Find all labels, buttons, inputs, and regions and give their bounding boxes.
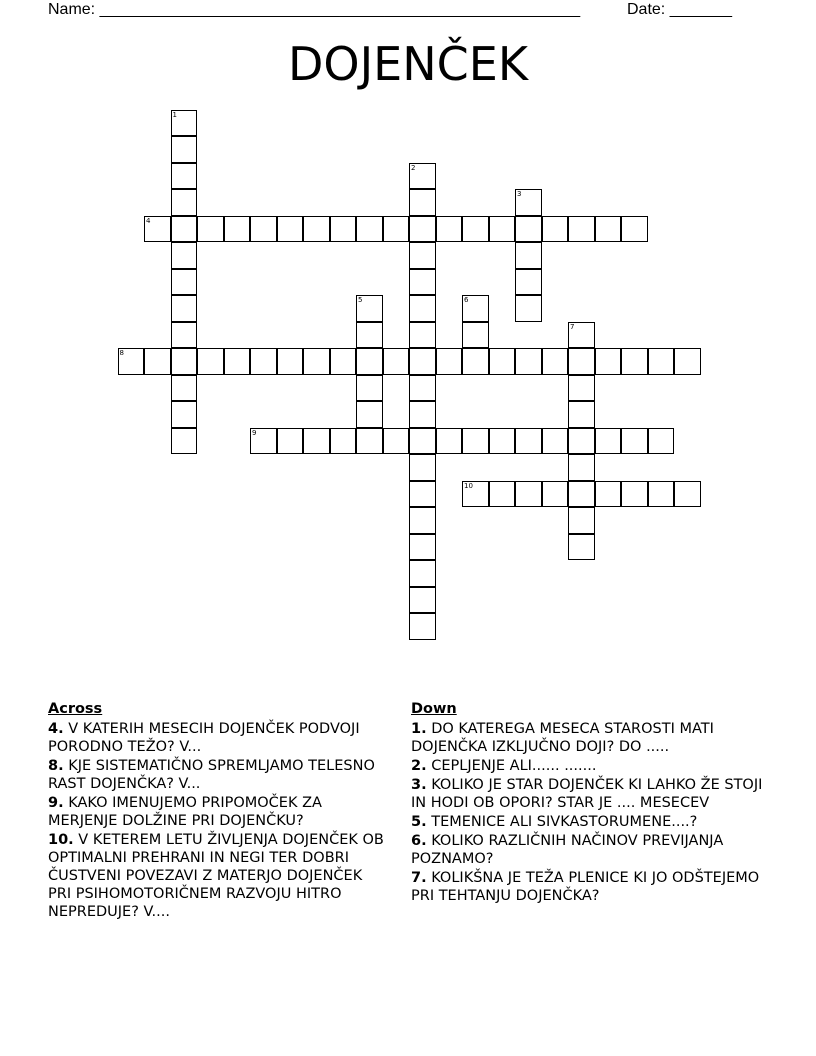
down-heading: Down	[411, 701, 457, 717]
grid-cell[interactable]	[462, 428, 489, 455]
grid-cell[interactable]	[462, 216, 489, 243]
clue-item-text: KOLIKŠNA JE TEŽA PLENICE KI JO ODŠTEJEMO PRI TEHTANJU DOJENČKA?	[411, 870, 760, 904]
grid-cell[interactable]	[356, 428, 383, 455]
grid-cell[interactable]	[409, 269, 436, 296]
grid-cell[interactable]	[330, 216, 357, 243]
grid-cell[interactable]	[224, 348, 251, 375]
grid-cell[interactable]	[171, 348, 198, 375]
grid-cell[interactable]	[489, 481, 516, 508]
clue-item-text: KJE SISTEMATIČNO SPREMLJAMO TELESNO RAST DOJENČKA? V...	[48, 758, 375, 792]
clue-item-number: 6.	[411, 833, 427, 849]
grid-cell[interactable]	[568, 375, 595, 402]
clue-item	[411, 720, 766, 756]
grid-cell[interactable]	[436, 348, 463, 375]
grid-cell[interactable]	[409, 428, 436, 455]
clue-number: 9	[252, 428, 257, 437]
grid-cell[interactable]	[568, 216, 595, 243]
grid-cell[interactable]	[648, 428, 675, 455]
grid-cell[interactable]	[542, 348, 569, 375]
clue-number: 4	[146, 216, 151, 225]
grid-cell[interactable]	[489, 348, 516, 375]
across-clues	[48, 700, 388, 922]
grid-cell[interactable]	[436, 216, 463, 243]
grid-cell[interactable]	[197, 216, 224, 243]
grid-cell[interactable]	[197, 348, 224, 375]
grid-cell[interactable]	[409, 189, 436, 216]
grid-cell[interactable]	[674, 481, 701, 508]
clue-item-text: TEMENICE ALI SIVKASTORUMENE....?	[426, 814, 698, 830]
grid-cell[interactable]	[409, 454, 436, 481]
clue-item	[411, 776, 766, 812]
clue-item	[48, 757, 388, 793]
grid-cell[interactable]	[462, 322, 489, 349]
grid-cell[interactable]	[621, 481, 648, 508]
grid-cell[interactable]	[303, 216, 330, 243]
grid-cell[interactable]	[595, 348, 622, 375]
grid-cell[interactable]	[621, 348, 648, 375]
grid-cell[interactable]	[515, 428, 542, 455]
clue-item-number: 9.	[48, 795, 64, 811]
grid-cell[interactable]	[568, 348, 595, 375]
grid-cell[interactable]	[356, 348, 383, 375]
clue-item-number: 2.	[411, 758, 427, 774]
grid-cell[interactable]	[462, 348, 489, 375]
grid-cell[interactable]	[224, 216, 251, 243]
across-clue-list	[48, 720, 388, 921]
down-clue-list	[411, 720, 766, 905]
grid-cell[interactable]	[409, 507, 436, 534]
grid-cell[interactable]	[171, 375, 198, 402]
grid-cell[interactable]	[621, 428, 648, 455]
clue-item-number: 10.	[48, 832, 74, 848]
grid-cell[interactable]	[515, 348, 542, 375]
grid-cell[interactable]	[171, 401, 198, 428]
grid-cell[interactable]	[595, 216, 622, 243]
grid-cell[interactable]	[409, 295, 436, 322]
clue-item-number: 7.	[411, 870, 427, 886]
grid-cell[interactable]	[515, 216, 542, 243]
grid-cell[interactable]	[409, 534, 436, 561]
clue-number: 2	[411, 163, 416, 172]
clue-item-number: 3.	[411, 777, 427, 793]
grid-cell[interactable]	[303, 428, 330, 455]
grid-cell[interactable]	[356, 401, 383, 428]
grid-cell[interactable]	[436, 428, 463, 455]
clue-item	[48, 720, 388, 756]
grid-cell[interactable]	[383, 216, 410, 243]
date-field-label: Date: _______	[627, 1, 732, 18]
grid-cell[interactable]	[383, 428, 410, 455]
page-title: DOJENČEK	[287, 37, 529, 91]
clue-item-text: CEPLJENJE ALI...... .......	[426, 758, 597, 774]
clue-number: 6	[464, 296, 469, 304]
grid-cell[interactable]	[595, 481, 622, 508]
grid-cell[interactable]	[409, 242, 436, 269]
grid-cell[interactable]	[489, 216, 516, 243]
grid-cell[interactable]	[303, 348, 330, 375]
grid-cell[interactable]	[171, 216, 198, 243]
clue-item	[48, 831, 388, 921]
grid-cell[interactable]	[621, 216, 648, 243]
clue-number: 5	[358, 296, 363, 304]
grid-cell[interactable]	[409, 322, 436, 349]
grid-cell[interactable]	[409, 348, 436, 375]
clue-item-number: 5.	[411, 814, 427, 830]
grid-cell[interactable]	[542, 481, 569, 508]
grid-cell[interactable]	[356, 375, 383, 402]
grid-cell[interactable]	[409, 375, 436, 402]
grid-cell[interactable]	[409, 587, 436, 614]
grid-cell[interactable]	[568, 481, 595, 508]
clue-number: 1	[172, 110, 177, 119]
grid-cell[interactable]	[568, 507, 595, 534]
grid-cell[interactable]	[330, 348, 357, 375]
clue-number: 7	[570, 322, 575, 331]
grid-cell[interactable]	[171, 163, 198, 190]
grid-cell[interactable]	[568, 534, 595, 561]
grid-cell[interactable]	[409, 481, 436, 508]
clue-item	[411, 869, 766, 905]
grid-cell[interactable]	[250, 216, 277, 243]
down-clues	[411, 700, 766, 906]
grid-cell[interactable]	[515, 269, 542, 296]
grid-cell[interactable]	[250, 348, 277, 375]
grid-cell[interactable]	[674, 348, 701, 375]
grid-cell[interactable]	[277, 348, 304, 375]
clue-item-text: KOLIKO JE STAR DOJENČEK KI LAHKO ŽE STOJI IN HODI OB OPORI? STAR JE .... MESECEV	[411, 777, 763, 811]
clue-item-number: 8.	[48, 758, 64, 774]
grid-cell[interactable]	[409, 401, 436, 428]
grid-cell[interactable]	[542, 216, 569, 243]
grid-cell[interactable]	[277, 216, 304, 243]
grid-cell[interactable]	[542, 428, 569, 455]
grid-cell[interactable]	[568, 428, 595, 455]
grid-cell[interactable]	[515, 242, 542, 269]
grid-cell[interactable]	[409, 560, 436, 587]
grid-cell[interactable]	[568, 401, 595, 428]
grid-cell[interactable]	[356, 322, 383, 349]
grid-cell[interactable]	[595, 428, 622, 455]
clue-item-text: V KETEREM LETU ŽIVLJENJA DOJENČEK OB OPTIMALNI PREHRANI IN NEGI TER DOBRI ČUSTVENI POVEZAVI Z MATERJO DOJENČEK PRI PSIHOMOTORIČNEM RAZVOJU HITRO NEPREDUJE? V....	[48, 832, 384, 920]
grid-cell[interactable]	[277, 428, 304, 455]
grid-cell[interactable]	[171, 269, 198, 296]
grid-cell[interactable]	[515, 481, 542, 508]
grid-cell[interactable]	[515, 295, 542, 322]
grid-cell[interactable]	[356, 216, 383, 243]
clue-item-text: KOLIKO RAZLIČNIH NAČINOV PREVIJANJA POZNAMO?	[411, 833, 724, 867]
clue-number: 8	[119, 349, 124, 357]
grid-cell[interactable]	[648, 348, 675, 375]
grid-cell[interactable]	[489, 428, 516, 455]
clue-item	[411, 813, 766, 831]
clue-item-text: KAKO IMENUJEMO PRIPOMOČEK ZA MERJENJE DOLŽINE PRI DOJENČKU?	[48, 795, 322, 829]
grid-cell[interactable]	[648, 481, 675, 508]
grid-cell[interactable]	[568, 454, 595, 481]
grid-cell[interactable]	[171, 428, 198, 455]
clue-item	[48, 794, 388, 830]
grid-cell[interactable]	[409, 613, 436, 640]
clue-item	[411, 757, 766, 775]
clue-number: 3	[517, 190, 522, 198]
grid-cell[interactable]	[171, 136, 198, 163]
name-field-label: Name: ______________________________________________________	[48, 1, 581, 18]
clue-item-text: DO KATEREGA MESECA STAROSTI MATI DOJENČKA IZKLJUČNO DOJI? DO .....	[411, 721, 714, 755]
grid-cell[interactable]	[171, 322, 198, 349]
grid-cell[interactable]	[330, 428, 357, 455]
across-heading: Across	[48, 701, 103, 717]
clue-item-number: 1.	[411, 721, 427, 737]
clue-item-number: 4.	[48, 721, 64, 737]
clue-item-text: V KATERIH MESECIH DOJENČEK PODVOJI PORODNO TEŽO? V...	[48, 721, 360, 755]
clue-number: 10	[464, 481, 473, 490]
grid-cell[interactable]	[383, 348, 410, 375]
grid-cell[interactable]	[409, 216, 436, 243]
grid-cell[interactable]	[171, 242, 198, 269]
clue-item	[411, 832, 766, 868]
grid-cell[interactable]	[171, 295, 198, 322]
grid-cell[interactable]	[144, 348, 171, 375]
grid-cell[interactable]	[171, 189, 198, 216]
